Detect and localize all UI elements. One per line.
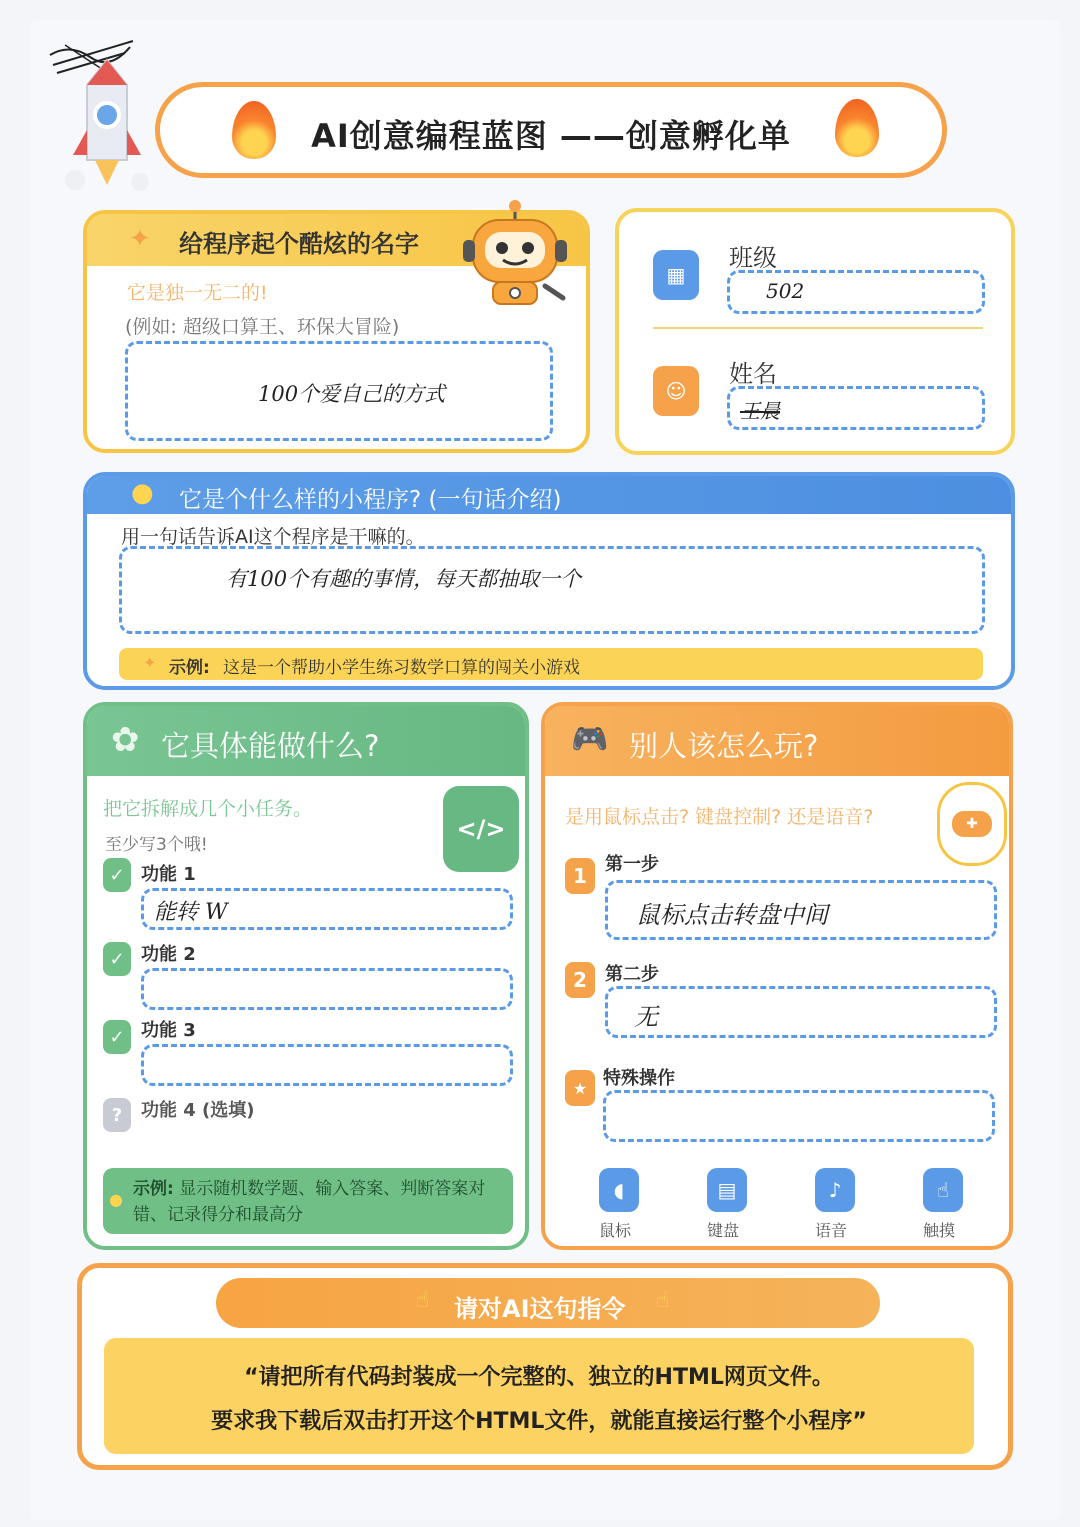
ai-command-card <box>77 1263 1013 1470</box>
feature-1-label: 功能 1 <box>141 864 196 885</box>
check-icon: ✓ <box>103 942 131 976</box>
gamepad-icon: 🎮 <box>571 722 609 757</box>
control-label-touch: 触摸 <box>923 1221 956 1240</box>
student-name-input[interactable] <box>727 386 985 430</box>
check-icon: ✓ <box>103 1020 131 1054</box>
step-2-number: 2 <box>565 962 595 998</box>
how-to-play-card <box>541 702 1013 1250</box>
touch-icon: ☝ <box>923 1168 963 1212</box>
rocket-icon <box>55 55 170 195</box>
name-example: (例如: 超级口算王、环保大冒险) <box>125 316 400 338</box>
check-icon: ✓ <box>103 858 131 892</box>
description-example-label: 示例: <box>169 658 210 678</box>
features-header <box>87 706 525 776</box>
sparkle-icon: ✦ <box>129 224 151 254</box>
pointer-icon: ☝ <box>416 1288 430 1313</box>
special-step-label: 特殊操作 <box>603 1068 675 1089</box>
feature-2-input[interactable] <box>141 968 513 1010</box>
mouse-icon: ◖ <box>599 1168 639 1212</box>
description-value: 有100个有趣的事情，每天都抽取一个 <box>226 567 582 591</box>
feature-4-input[interactable] <box>141 1124 513 1166</box>
student-info-card <box>615 208 1015 455</box>
page-title: AI创意编程蓝图 ——创意孵化单 <box>311 117 791 155</box>
special-step-input[interactable] <box>603 1090 995 1142</box>
divider <box>653 327 983 329</box>
command-banner <box>216 1278 880 1328</box>
question-wrap <box>565 802 933 829</box>
microphone-icon: ♪ <box>815 1168 855 1212</box>
lightbulb-icon: ● <box>109 1190 123 1209</box>
program-name-heading: 给程序起个酷炫的名字 <box>179 230 419 258</box>
program-name-input[interactable] <box>125 341 553 441</box>
controller-badge-icon: ✚ <box>937 782 1007 866</box>
class-label: 班级 <box>729 244 777 272</box>
description-example-text: 这是一个帮助小学生练习数学口算的闯关小游戏 <box>223 658 580 678</box>
features-instruction: 把它拆解成几个小任务。 <box>103 798 313 820</box>
description-card <box>83 472 1015 690</box>
program-name-value: 100个爱自己的方式 <box>258 382 446 406</box>
name-label: 姓名 <box>729 360 777 388</box>
command-text-box <box>104 1338 974 1454</box>
sparkle-icon: ✦ <box>143 653 157 672</box>
code-icon: </> <box>443 786 519 872</box>
tagline: 它是独一无二的! <box>127 282 268 304</box>
user-icon: ☺ <box>653 366 699 416</box>
robot-mascot-icon <box>455 198 575 313</box>
feature-1-input[interactable] <box>141 888 513 930</box>
keyboard-icon: ▤ <box>707 1168 747 1212</box>
lightbulb-icon: ● <box>131 478 154 508</box>
description-heading: 它是个什么样的小程序? (一句话介绍) <box>179 487 562 513</box>
step-2-label: 第二步 <box>605 964 659 985</box>
pointer-icon: ☝ <box>656 1288 670 1313</box>
student-name-value: 王晨 <box>740 399 780 423</box>
step-2-value: 无 <box>634 1003 658 1031</box>
features-card <box>83 702 529 1250</box>
school-icon: ▦ <box>653 250 699 300</box>
step-2-input[interactable] <box>605 986 997 1038</box>
command-line-1: “请把所有代码封装成一个完整的、独立的HTML网页文件。 <box>244 1365 834 1390</box>
special-step-star-icon: ★ <box>565 1070 595 1106</box>
feature-3-label: 功能 3 <box>141 1020 196 1041</box>
title-banner <box>155 82 947 178</box>
step-1-label: 第一步 <box>605 854 659 875</box>
class-value: 502 <box>766 279 805 303</box>
control-label-mouse: 鼠标 <box>599 1221 632 1240</box>
how-to-play-header <box>545 706 1009 776</box>
question-icon: ? <box>103 1098 131 1132</box>
control-label-voice: 语音 <box>815 1221 848 1240</box>
control-label-keyboard: 键盘 <box>707 1221 740 1240</box>
how-to-play-heading: 别人该怎么玩? <box>629 729 819 763</box>
class-input[interactable] <box>727 270 985 314</box>
feature-2-label: 功能 2 <box>141 944 196 965</box>
features-example-wrap <box>133 1176 503 1228</box>
features-example-text: 显示随机数学题、输入答案、判断答案对错、记录得分和最高分 <box>133 1179 486 1225</box>
features-hint: 至少写3个哦! <box>105 835 208 855</box>
features-heading: 它具体能做什么? <box>161 729 380 763</box>
flame-icon <box>835 99 879 157</box>
gear-icon: ✿ <box>111 720 140 760</box>
step-1-input[interactable] <box>605 880 997 940</box>
features-example-box <box>103 1168 513 1234</box>
feature-1-value: 能转 W <box>154 900 228 925</box>
description-prompt: 用一句话告诉AI这个程序是干嘛的。 <box>121 526 425 548</box>
step-1-number: 1 <box>565 858 595 894</box>
feature-3-input[interactable] <box>141 1044 513 1086</box>
feature-4-label: 功能 4 (选填) <box>141 1100 255 1121</box>
command-line-2: 要求我下载后双击打开这个HTML文件，就能直接运行整个小程序” <box>211 1409 867 1434</box>
command-banner-text: 请对AI这句指令 <box>454 1295 626 1323</box>
step-1-value: 鼠标点击转盘中间 <box>636 901 828 929</box>
description-example-bar <box>119 648 983 680</box>
description-input[interactable] <box>119 546 985 634</box>
description-header <box>87 476 1011 514</box>
play-question: 是用鼠标点击? 键盘控制? 还是语音? <box>565 806 874 828</box>
features-example-label: 示例: <box>133 1179 174 1199</box>
